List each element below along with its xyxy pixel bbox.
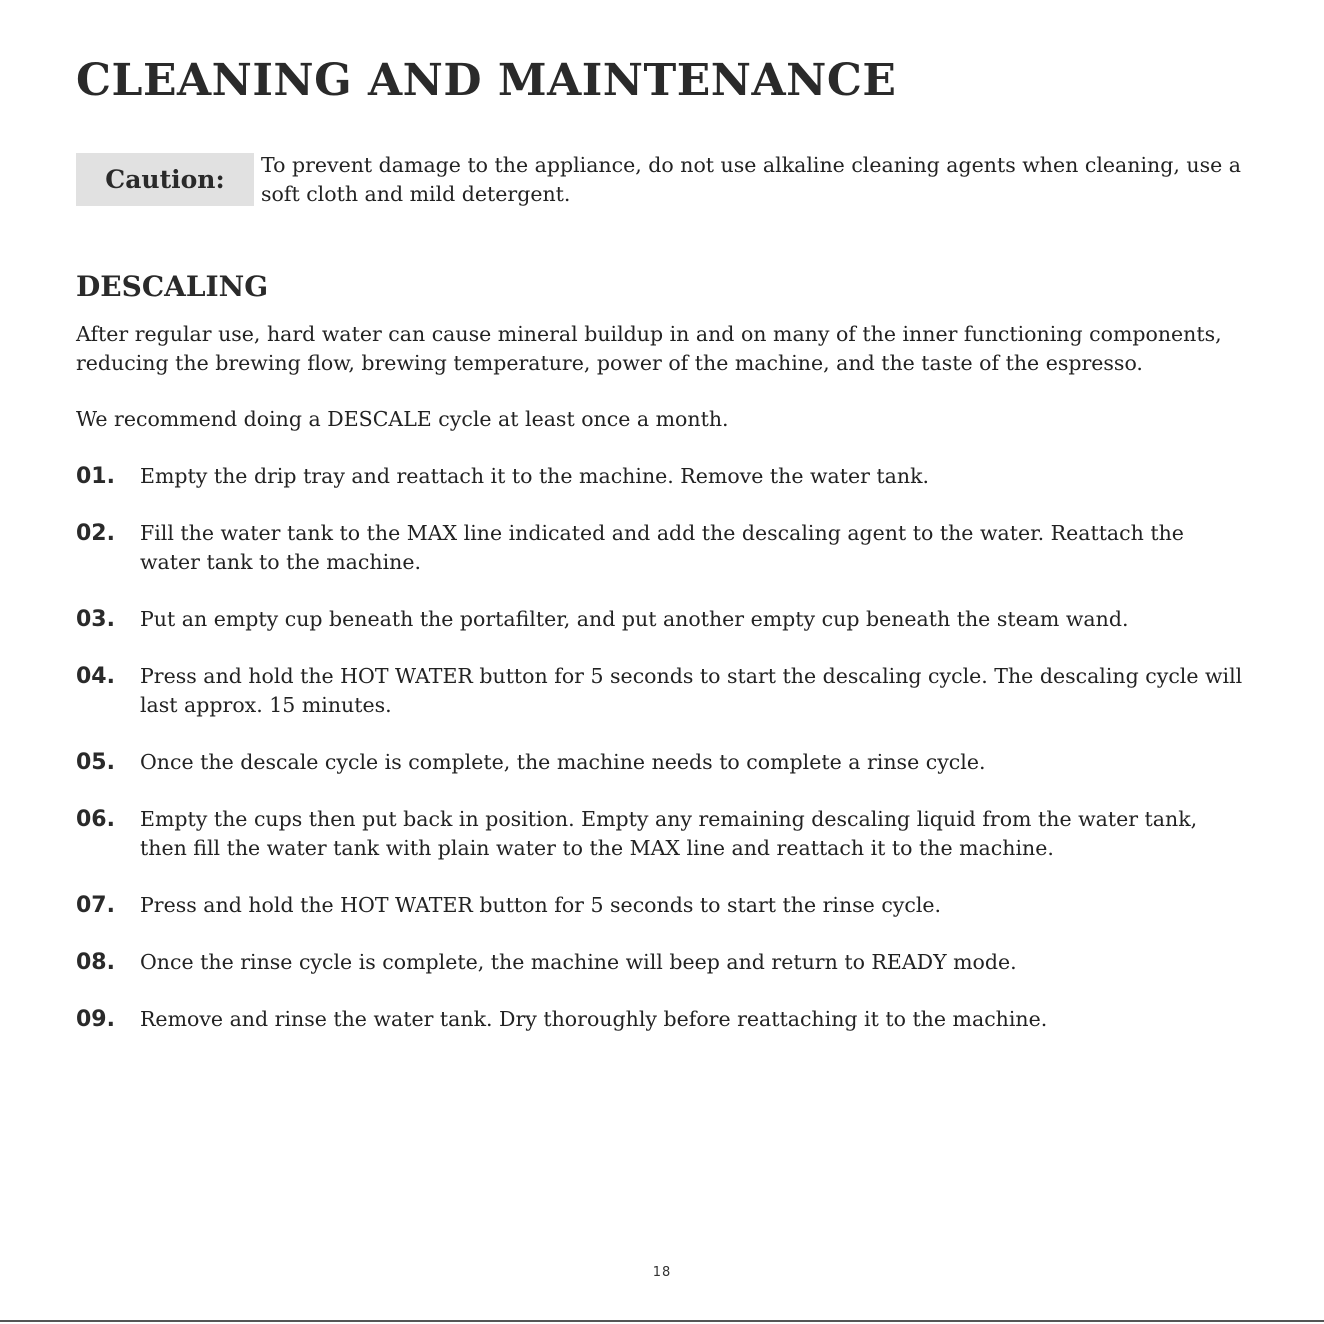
page-title: CLEANING AND MAINTENANCE	[76, 55, 897, 106]
page-number: 18	[652, 1265, 672, 1280]
step-item	[76, 891, 1256, 920]
step-text: Remove and rinse the water tank. Dry thoroughly before reattaching it to the machine.	[140, 1007, 1048, 1031]
step-text: Once the rinse cycle is complete, the machine will beep and return to READY mode.	[140, 950, 1017, 974]
step-number: 08.	[76, 950, 115, 975]
step-text: Fill the water tank to the MAX line indicated and add the descaling agent to the water. Reattach the water tank to the machine.	[140, 521, 1184, 574]
descaling-steps-list	[76, 462, 1256, 1062]
step-number: 03.	[76, 607, 115, 632]
descaling-intro: After regular use, hard water can cause mineral buildup in and on many of the inner functioning components, reducing the brewing flow, brewing temperature, power of the machine, and the taste of the espresso.	[76, 322, 1222, 375]
step-text: Put an empty cup beneath the portafilter, and put another empty cup beneath the steam wand.	[140, 607, 1129, 631]
step-item	[76, 605, 1256, 634]
step-item	[76, 948, 1256, 977]
step-item	[76, 519, 1256, 577]
caution-label: Caution:	[76, 153, 254, 206]
step-text: Empty the cups then put back in position. Empty any remaining descaling liquid from the water tank, then fill the water tank with plain water to the MAX line and reattach it to the machine.	[140, 807, 1198, 860]
step-number: 01.	[76, 464, 115, 489]
step-number: 09.	[76, 1007, 115, 1032]
caution-text: To prevent damage to the appliance, do not use alkaline cleaning agents when cleaning, use a soft cloth and mild detergent.	[261, 153, 1241, 206]
step-item	[76, 662, 1256, 720]
step-text: Empty the drip tray and reattach it to the machine. Remove the water tank.	[140, 464, 930, 488]
step-number: 07.	[76, 893, 115, 918]
descaling-recommendation: We recommend doing a DESCALE cycle at least once a month.	[76, 407, 729, 431]
bottom-divider	[0, 1320, 1324, 1322]
step-item	[76, 1005, 1256, 1034]
step-number: 06.	[76, 807, 115, 832]
step-item	[76, 805, 1256, 863]
step-number: 02.	[76, 521, 115, 546]
step-text: Press and hold the HOT WATER button for 5 seconds to start the rinse cycle.	[140, 893, 942, 917]
step-number: 05.	[76, 750, 115, 775]
step-number: 04.	[76, 664, 115, 689]
step-text: Press and hold the HOT WATER button for 5 seconds to start the descaling cycle. The descaling cycle will last approx. 15 minutes.	[140, 664, 1243, 717]
step-text: Once the descale cycle is complete, the machine needs to complete a rinse cycle.	[140, 750, 986, 774]
step-item	[76, 462, 1256, 491]
step-item	[76, 748, 1256, 777]
section-title-descaling: DESCALING	[76, 270, 269, 303]
